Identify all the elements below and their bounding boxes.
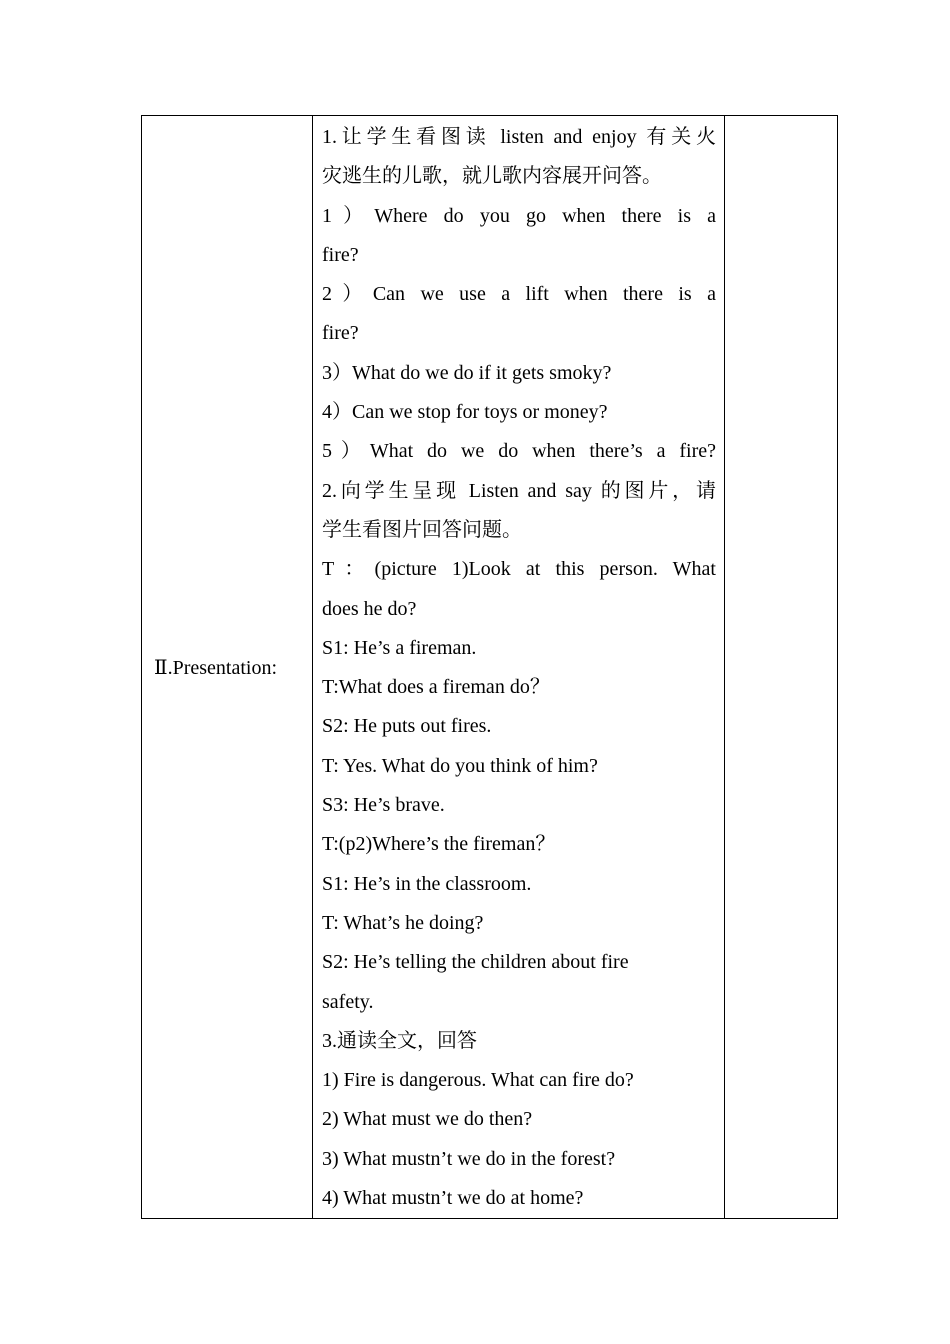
content-line: S3: He’s brave. <box>322 794 445 817</box>
content-line: T: What’s he doing? <box>322 911 484 934</box>
content-line: S1: He’s a fireman. <box>322 636 477 659</box>
content-line: 4) What mustn’t we do at home? <box>322 1187 584 1210</box>
notes-cell <box>725 116 838 1219</box>
content-line: 5）What do we do when there’s a fire? <box>322 440 716 463</box>
content-line: fire? <box>322 243 359 266</box>
lesson-plan-table <box>141 115 838 1219</box>
content-line: 2.向学生呈现 Listen and say 的图片，请 <box>322 479 716 502</box>
content-line: 2) What must we do then? <box>322 1108 533 1131</box>
table-row <box>142 116 838 1219</box>
content-line: safety. <box>322 990 374 1013</box>
lesson-content-cell <box>313 116 725 1219</box>
content-line: S1: He’s in the classroom. <box>322 872 532 895</box>
content-line: fire? <box>322 322 359 345</box>
stage-label-cell <box>142 116 313 1219</box>
stage-label: Ⅱ.Presentation: <box>154 656 278 679</box>
content-line: 2）Can we use a lift when there is a <box>322 283 716 306</box>
content-line: S2: He puts out fires. <box>322 715 492 738</box>
content-line: 4）Can we stop for toys or money? <box>322 401 608 424</box>
content-line: T: Yes. What do you think of him? <box>322 754 598 777</box>
content-line: 1）Where do you go when there is a <box>322 204 716 227</box>
content-line: 灾逃生的儿歌，就儿歌内容展开问答。 <box>322 165 662 188</box>
content-line: 3.通读全文，回答 <box>322 1029 477 1052</box>
content-line: T：(picture 1)Look at this person. What <box>322 558 716 581</box>
content-line: 1) Fire is dangerous. What can fire do? <box>322 1069 634 1092</box>
content-line: 3) What mustn’t we do in the forest? <box>322 1147 616 1170</box>
content-line: 学生看图片回答问题。 <box>322 518 522 541</box>
content-lines <box>322 118 716 1218</box>
content-line: S2: He’s telling the children about fire <box>322 951 629 974</box>
content-line: 1.让学生看图读 listen and enjoy 有关火 <box>322 126 716 148</box>
content-line: T:What does a fireman do？ <box>322 676 550 699</box>
content-line: T:(p2)Where’s the fireman？ <box>322 833 556 856</box>
content-line: does he do? <box>322 597 417 620</box>
content-line: 3）What do we do if it gets smoky? <box>322 361 612 384</box>
